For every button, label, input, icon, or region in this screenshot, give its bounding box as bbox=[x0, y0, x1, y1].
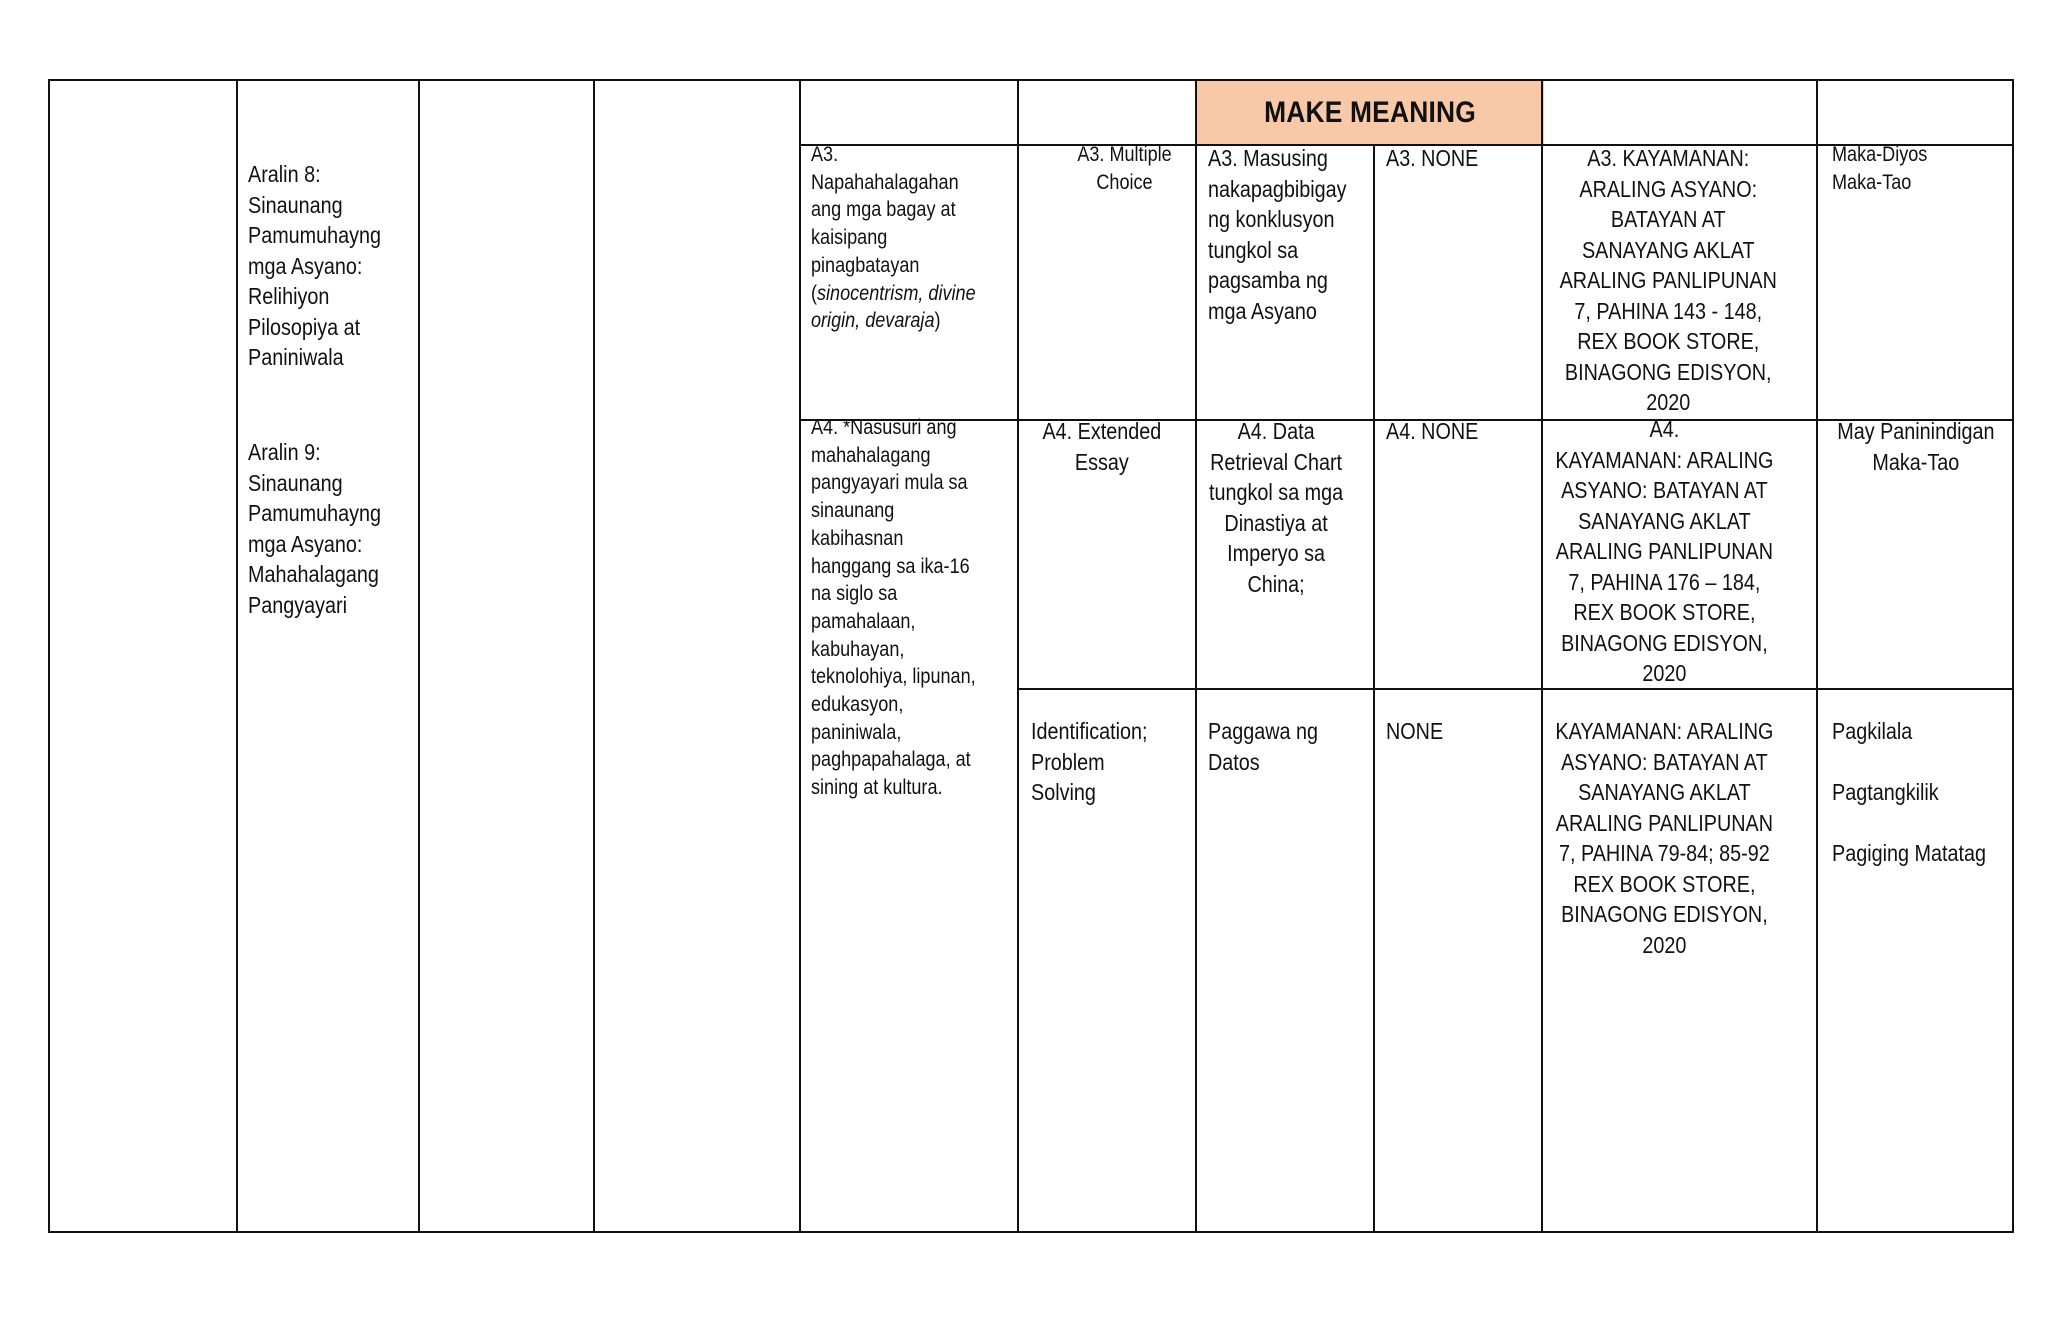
column-divider bbox=[1195, 81, 1197, 1231]
column-divider bbox=[1017, 81, 1019, 1231]
lesson-aralin-9: Aralin 9: Sinaunang Pamumuhayng mga Asyano: Mahahalagang Pangyayari bbox=[248, 439, 382, 618]
lesson-aralin-8: Aralin 8: Sinaunang Pamumuhayng mga Asyano: Relihiyon Pilosopiya at Paniniwala bbox=[248, 161, 382, 370]
values-a4: May Paninindigan Maka-Tao bbox=[1837, 418, 1995, 475]
column-divider bbox=[236, 81, 238, 1231]
resources-row3: KAYAMANAN: ARALING ASYANO: BATAYAN AT SANAYANG AKLAT ARALING PANLIPUNAN 7, PAHINA 79-84; 85-92 REX BOOK STORE, BINAGONG EDISYON, 2020 bbox=[1555, 718, 1774, 958]
competency-a4: A4. *Nasusuri ang mahahalagang pangyayari mula sa sinaunang kabihasnan hanggang sa ika-16 na siglo sa pamahalaan, kabuhayan, teknolohiya, lipunan, edukasyon, paniniwala, paghpapahalaga, at sining at kultura. bbox=[811, 416, 976, 800]
values-a3: Maka-Diyos Maka-Tao bbox=[1832, 143, 1928, 194]
row-divider bbox=[1017, 688, 2014, 690]
activity-row3: Paggawa ng Datos bbox=[1208, 718, 1318, 775]
competency-a3-end: ) bbox=[934, 309, 941, 333]
assessment-a4: A4. Extended Essay bbox=[1042, 418, 1162, 475]
competency-a3 bbox=[811, 141, 1009, 335]
competency-a3-italic: sinocentrism, divine origin, devaraja bbox=[811, 281, 976, 333]
competency-a3-text: A3. Napahahalagahan ang mga bagay at kaisipang pinagbatayan ( bbox=[811, 143, 959, 305]
other-a4: A4. NONE bbox=[1386, 418, 1479, 444]
column-divider bbox=[799, 81, 801, 1231]
assessment-a3: A3. Multiple Choice bbox=[1077, 143, 1172, 194]
other-a3: A3. NONE bbox=[1386, 145, 1479, 171]
column-divider bbox=[1816, 81, 1818, 1231]
activity-a4: A4. Data Retrieval Chart tungkol sa mga Dinastiya at Imperyo sa China; bbox=[1209, 418, 1344, 597]
column-divider bbox=[1541, 81, 1543, 1231]
make-meaning-header: MAKE MEANING bbox=[1264, 95, 1476, 129]
activity-a3: A3. Masusing nakapagbibigay ng konklusyon tungkol sa pagsamba ng mga Asyano bbox=[1208, 145, 1347, 324]
resources-a4: A4. KAYAMANAN: ARALING ASYANO: BATAYAN AT SANAYANG AKLAT ARALING PANLIPUNAN 7, PAHINA 176 – 184, REX BOOK STORE, BINAGONG EDISYON, 2020 bbox=[1555, 416, 1774, 686]
column-divider bbox=[593, 81, 595, 1231]
assessment-row3: Identification; Problem Solving bbox=[1031, 718, 1148, 805]
other-row3: NONE bbox=[1386, 718, 1444, 744]
values-row3: Pagkilala Pagtangkilik Pagiging Matatag bbox=[1832, 718, 1986, 866]
resources-a3: A3. KAYAMANAN: ARALING ASYANO: BATAYAN AT SANAYANG AKLAT ARALING PANLIPUNAN 7, PAHINA 143 - 148, REX BOOK STORE, BINAGONG EDISYON, 2020 bbox=[1559, 145, 1777, 415]
